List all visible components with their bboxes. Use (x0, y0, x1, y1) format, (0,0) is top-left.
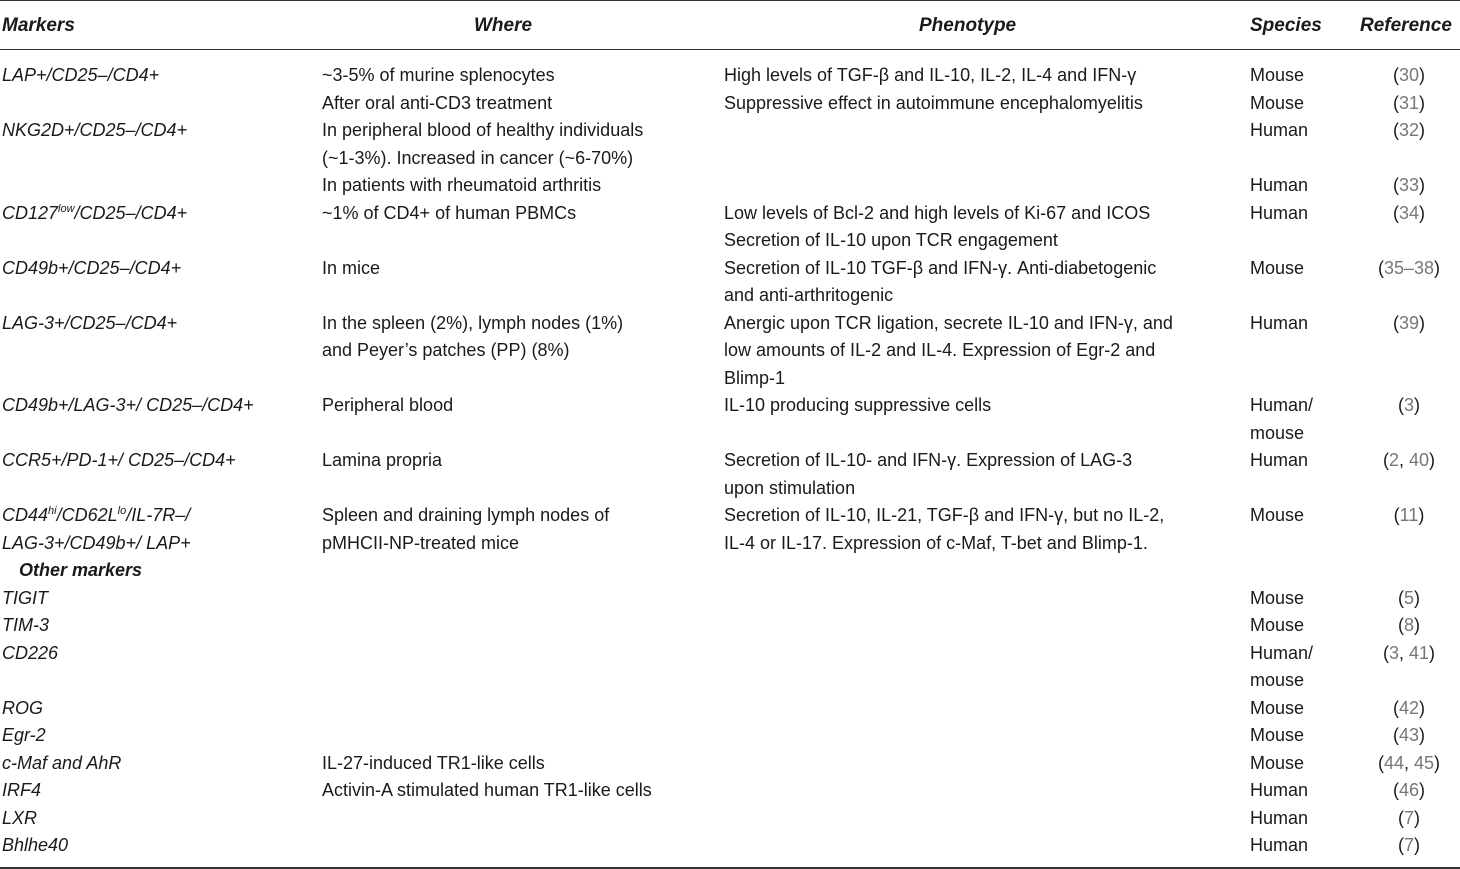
phenotype-cell: Suppressive effect in autoimmune encephalomyelitis (724, 92, 1143, 113)
phenotype-cell: Low levels of Bcl-2 and high levels of Ki-67 and ICOS (724, 202, 1151, 223)
marker-cell: LAP+/CD25–/CD4+ (2, 65, 160, 85)
reference-cell: (42) (1392, 697, 1426, 718)
top-rule (0, 0, 1460, 1)
reference-cell: (46) (1392, 780, 1426, 800)
header-reference: Reference (1360, 15, 1452, 36)
reference-link[interactable]: 30 (1398, 65, 1420, 85)
where-cell: pMHCII-NP-treated mice (322, 532, 520, 553)
header-species: Species (1250, 15, 1322, 36)
species-cell: Mouse (1250, 505, 1305, 525)
reference-link[interactable]: 3 (1403, 395, 1414, 415)
where-cell: (~1-3%). Increased in cancer (~6-70%) (322, 147, 634, 168)
species-cell: Human (1250, 175, 1309, 195)
reference-cell: (3, 41) (1382, 642, 1436, 663)
reference-link[interactable]: 41 (1409, 642, 1430, 663)
reference-link[interactable]: 7 (1403, 807, 1414, 828)
where-cell: IL-27-induced TR1-like cells (322, 752, 545, 773)
reference-cell: (32) (1392, 120, 1426, 140)
marker-cell: Bhlhe40 (2, 835, 69, 855)
header-rule (0, 49, 1460, 50)
marker-cell: $CD44^{hi}/CD62L^{lo}/IL-7R-/$ (2, 505, 191, 525)
marker-cell: IRF4 (2, 780, 42, 800)
species-cell: Human (1250, 807, 1309, 828)
reference-cell: (5) (1397, 587, 1420, 608)
species-cell: mouse (1250, 422, 1305, 443)
species-cell: Mouse (1250, 587, 1305, 608)
where-cell: After oral anti-CD3 treatment (322, 92, 553, 113)
header-phenotype: Phenotype (919, 15, 1017, 36)
reference-link[interactable]: 31 (1398, 92, 1420, 113)
where-cell: Peripheral blood (322, 395, 454, 415)
where-cell: In the spleen (2%), lymph nodes (1%) (322, 312, 624, 333)
species-cell: mouse (1250, 670, 1305, 690)
reference-cell: (33) (1392, 175, 1426, 195)
species-cell: Mouse (1250, 257, 1305, 278)
species-cell: Mouse (1250, 65, 1305, 85)
reference-cell: (7) (1397, 807, 1420, 828)
reference-link[interactable]: 46 (1398, 780, 1420, 800)
where-cell: Activin-A stimulated human TR1-like cells (322, 780, 652, 800)
marker-cell: TIGIT (2, 587, 48, 608)
species-cell: Human (1250, 312, 1309, 333)
marker-cell: CD226 (2, 642, 59, 663)
phenotype-cell: Anergic upon TCR ligation, secrete IL-10 and IFN-γ, and (724, 312, 1173, 333)
reference-cell: (2, 40) (1382, 450, 1436, 470)
reference-link[interactable]: 35–38 (1383, 257, 1435, 278)
reference-link[interactable]: 44 (1383, 752, 1404, 773)
phenotype-cell: Secretion of IL-10- and IFN-γ. Expression of LAG-3 (724, 450, 1133, 470)
phenotype-cell: and anti-arthritogenic (724, 285, 894, 305)
marker-cell: CD49b+/LAG-3+/ CD25–/CD4+ (2, 395, 254, 415)
reference-link[interactable]: 42 (1398, 697, 1420, 718)
marker-cell: LXR (2, 807, 38, 828)
marker-cell: CCR5+/PD-1+/ CD25–/CD4+ (2, 450, 236, 470)
marker-cell: LAG-3+/CD49b+/ LAP+ (2, 532, 191, 553)
reference-cell: (34) (1392, 202, 1426, 223)
species-cell: Mouse (1250, 752, 1305, 773)
species-cell: Mouse (1250, 615, 1305, 635)
phenotype-cell: Blimp-1 (724, 367, 786, 388)
species-cell: Human (1250, 202, 1309, 223)
marker-cell: CD49b+/CD25–/CD4+ (2, 257, 182, 278)
reference-cell: (35–38) (1377, 257, 1441, 278)
phenotype-cell: Secretion of IL-10 upon TCR engagement (724, 230, 1058, 250)
phenotype-cell: low amounts of IL-2 and IL-4. Expression of Egr-2 and (724, 340, 1156, 360)
header-where: Where (474, 15, 533, 36)
reference-link[interactable]: 45 (1414, 752, 1435, 773)
section-heading: Other markers (19, 560, 143, 580)
reference-link[interactable]: 11 (1399, 505, 1419, 525)
reference-link[interactable]: 34 (1398, 202, 1420, 223)
where-cell: and Peyer’s patches (PP) (8%) (322, 340, 570, 360)
reference-link[interactable]: 33 (1398, 175, 1420, 195)
reference-cell: (3) (1397, 395, 1420, 415)
marker-cell: c-Maf and AhR (2, 752, 122, 773)
species-cell: Human/ (1250, 642, 1314, 663)
phenotype-cell: High levels of TGF-β and IL-10, IL-2, IL-4 and IFN-γ (724, 65, 1137, 85)
marker-cell: Egr-2 (2, 725, 46, 745)
reference-link[interactable]: 3 (1388, 642, 1399, 663)
species-cell: Mouse (1250, 725, 1305, 745)
where-cell: In mice (322, 257, 381, 278)
species-cell: Human (1250, 450, 1309, 470)
reference-cell: (31) (1392, 92, 1426, 113)
phenotype-cell: upon stimulation (724, 477, 856, 498)
reference-cell: (8) (1397, 615, 1420, 635)
species-cell: Human (1250, 120, 1309, 140)
header-markers: Markers (2, 15, 75, 36)
reference-link[interactable]: 7 (1403, 835, 1414, 855)
reference-cell: (44, 45) (1377, 752, 1441, 773)
reference-link[interactable]: 39 (1398, 312, 1420, 333)
reference-link[interactable]: 43 (1398, 725, 1420, 745)
marker-cell: LAG-3+/CD25–/CD4+ (2, 312, 178, 333)
phenotype-cell: Secretion of IL-10, IL-21, TGF-β and IFN-γ, but no IL-2, (724, 505, 1165, 525)
marker-cell: TIM-3 (2, 615, 49, 635)
reference-link[interactable]: 32 (1398, 120, 1420, 140)
reference-cell: (43) (1392, 725, 1426, 745)
species-cell: Mouse (1250, 697, 1305, 718)
phenotype-cell: Secretion of IL-10 TGF-β and IFN-γ. Anti-diabetogenic (724, 257, 1157, 278)
phenotype-cell: IL-10 producing suppressive cells (724, 395, 992, 415)
where-cell: Spleen and draining lymph nodes of (322, 505, 610, 525)
reference-cell: (7) (1397, 835, 1420, 855)
where-cell: ~1% of CD4+ of human PBMCs (322, 202, 577, 223)
reference-cell: (11) (1393, 505, 1425, 525)
reference-link[interactable]: 8 (1403, 615, 1414, 635)
where-cell: In patients with rheumatoid arthritis (322, 175, 602, 195)
marker-cell: ROG (2, 697, 44, 718)
species-cell: Human (1250, 780, 1309, 800)
reference-cell: (30) (1392, 65, 1426, 85)
reference-link[interactable]: 5 (1403, 587, 1414, 608)
reference-cell: (39) (1392, 312, 1426, 333)
marker-cell: $CD127^{low}/CD25-/CD4+$ (2, 202, 188, 223)
marker-cell: NKG2D+/CD25–/CD4+ (2, 120, 188, 140)
reference-link[interactable]: 2 (1388, 450, 1399, 470)
where-cell: ~3-5% of murine splenocytes (322, 65, 555, 85)
where-cell: Lamina propria (322, 450, 443, 470)
species-cell: Mouse (1250, 92, 1305, 113)
species-cell: Human/ (1250, 395, 1314, 415)
phenotype-cell: IL-4 or IL-17. Expression of c-Maf, T-bet and Blimp-1. (724, 532, 1148, 553)
species-cell: Human (1250, 835, 1309, 855)
reference-link[interactable]: 40 (1409, 450, 1430, 470)
where-cell: In peripheral blood of healthy individuals (322, 120, 644, 140)
